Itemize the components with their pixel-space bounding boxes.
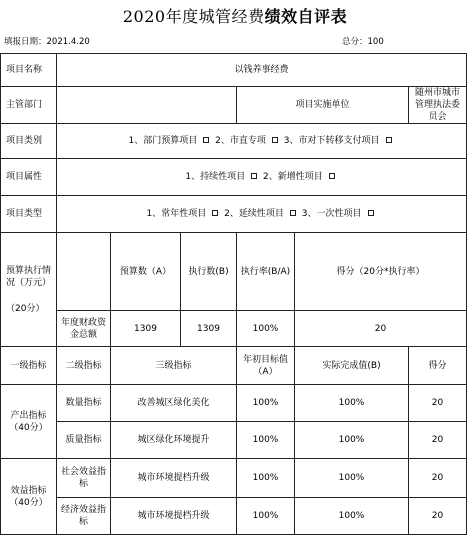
row-project-name	[1, 54, 467, 87]
level1-benefit: 效益指标（40分）	[1, 459, 57, 535]
dept-value	[57, 87, 237, 124]
actual-cell: 100%	[295, 498, 409, 535]
self-evaluation-table	[0, 53, 467, 535]
score-cell: 20	[409, 459, 467, 498]
header-level3: 三级指标	[111, 347, 237, 385]
checkbox-icon[interactable]	[272, 137, 278, 143]
actual-cell: 100%	[295, 422, 409, 459]
score-value: 20	[295, 311, 467, 347]
level2-cell: 社会效益指标	[57, 459, 111, 498]
table-row	[1, 498, 467, 535]
table-row	[1, 422, 467, 459]
budget-label-score: （20分）	[6, 303, 45, 314]
header-actual: 实际完成值(B)	[295, 347, 409, 385]
row-department	[1, 87, 467, 124]
budget-label-cell	[1, 233, 57, 347]
type-option: 3、一次性项目	[302, 209, 377, 219]
col-exec: 执行数(B)	[181, 233, 237, 311]
level3-cell: 城市环境提档升级	[111, 498, 237, 535]
col-budget: 预算数（A）	[111, 233, 181, 311]
project-name-value: 以钱养事经费	[57, 54, 467, 87]
rate-value: 100%	[237, 311, 295, 347]
dept-label: 主管部门	[1, 87, 57, 124]
actual-cell: 100%	[295, 385, 409, 422]
header-level1: 一级指标	[1, 347, 57, 385]
fill-date: 填报日期：2021.4.20	[4, 37, 90, 47]
project-name-label: 项目名称	[1, 54, 57, 87]
category-option: 3、市对下转移支付项目	[284, 136, 395, 146]
target-cell: 100%	[237, 459, 295, 498]
budget-label: 预算执行情况（万元）	[6, 265, 52, 288]
level2-cell: 经济效益指标	[57, 498, 111, 535]
table-row	[1, 385, 467, 422]
level3-cell: 城市环境提档升级	[111, 459, 237, 498]
type-option: 2、延续性项目	[224, 209, 299, 219]
level3-cell: 改善城区绿化美化	[111, 385, 237, 422]
checkbox-icon[interactable]	[290, 210, 296, 216]
checkbox-icon[interactable]	[368, 210, 374, 216]
row-type	[1, 196, 467, 233]
score-cell: 20	[409, 422, 467, 459]
row-attribute	[1, 159, 467, 196]
actual-cell: 100%	[295, 459, 409, 498]
title-prefix: 2020年度城管经费	[122, 7, 265, 26]
budget-header-spacer	[57, 233, 111, 311]
level2-cell: 数量指标	[57, 385, 111, 422]
title-suffix: 绩效自评表	[264, 7, 348, 26]
header-score: 得分	[409, 347, 467, 385]
type-options	[57, 196, 467, 233]
attribute-options	[57, 159, 467, 196]
table-row	[1, 459, 467, 498]
category-option: 1、部门预算项目	[129, 136, 213, 146]
target-cell: 100%	[237, 385, 295, 422]
page-title	[0, 6, 470, 28]
header-level2: 二级指标	[57, 347, 111, 385]
col-rate: 执行率(B/A)	[237, 233, 295, 311]
budget-row-label: 年度财政资金总额	[57, 311, 111, 347]
type-label: 项目类型	[1, 196, 57, 233]
attribute-option: 2、新增性项目	[263, 172, 338, 182]
level3-cell: 城区绿化环境提升	[111, 422, 237, 459]
type-option: 1、常年性项目	[147, 209, 222, 219]
row-indicator-headers	[1, 347, 467, 385]
checkbox-icon[interactable]	[203, 137, 209, 143]
row-category	[1, 124, 467, 159]
attribute-label: 项目属性	[1, 159, 57, 196]
checkbox-icon[interactable]	[329, 173, 335, 179]
category-label: 项目类别	[1, 124, 57, 159]
target-cell: 100%	[237, 498, 295, 535]
impl-unit-value: 随州市城市管理执法委员会	[409, 87, 467, 124]
score-cell: 20	[409, 498, 467, 535]
checkbox-icon[interactable]	[212, 210, 218, 216]
category-options	[57, 124, 467, 159]
checkbox-icon[interactable]	[251, 173, 257, 179]
col-score: 得分（20分*执行率）	[295, 233, 467, 311]
level2-cell: 质量指标	[57, 422, 111, 459]
checkbox-icon[interactable]	[386, 137, 392, 143]
impl-unit-label: 项目实施单位	[237, 87, 409, 124]
header-target: 年初目标值（A）	[237, 347, 295, 385]
total-score: 总分：100	[342, 37, 384, 47]
score-cell: 20	[409, 385, 467, 422]
target-cell: 100%	[237, 422, 295, 459]
attribute-option: 1、持续性项目	[185, 172, 260, 182]
row-budget-header	[1, 233, 467, 311]
exec-value: 1309	[181, 311, 237, 347]
budget-value: 1309	[111, 311, 181, 347]
row-budget-values	[1, 311, 467, 347]
level1-output: 产出指标（40分）	[1, 385, 57, 459]
category-option: 2、市直专项	[215, 136, 281, 146]
